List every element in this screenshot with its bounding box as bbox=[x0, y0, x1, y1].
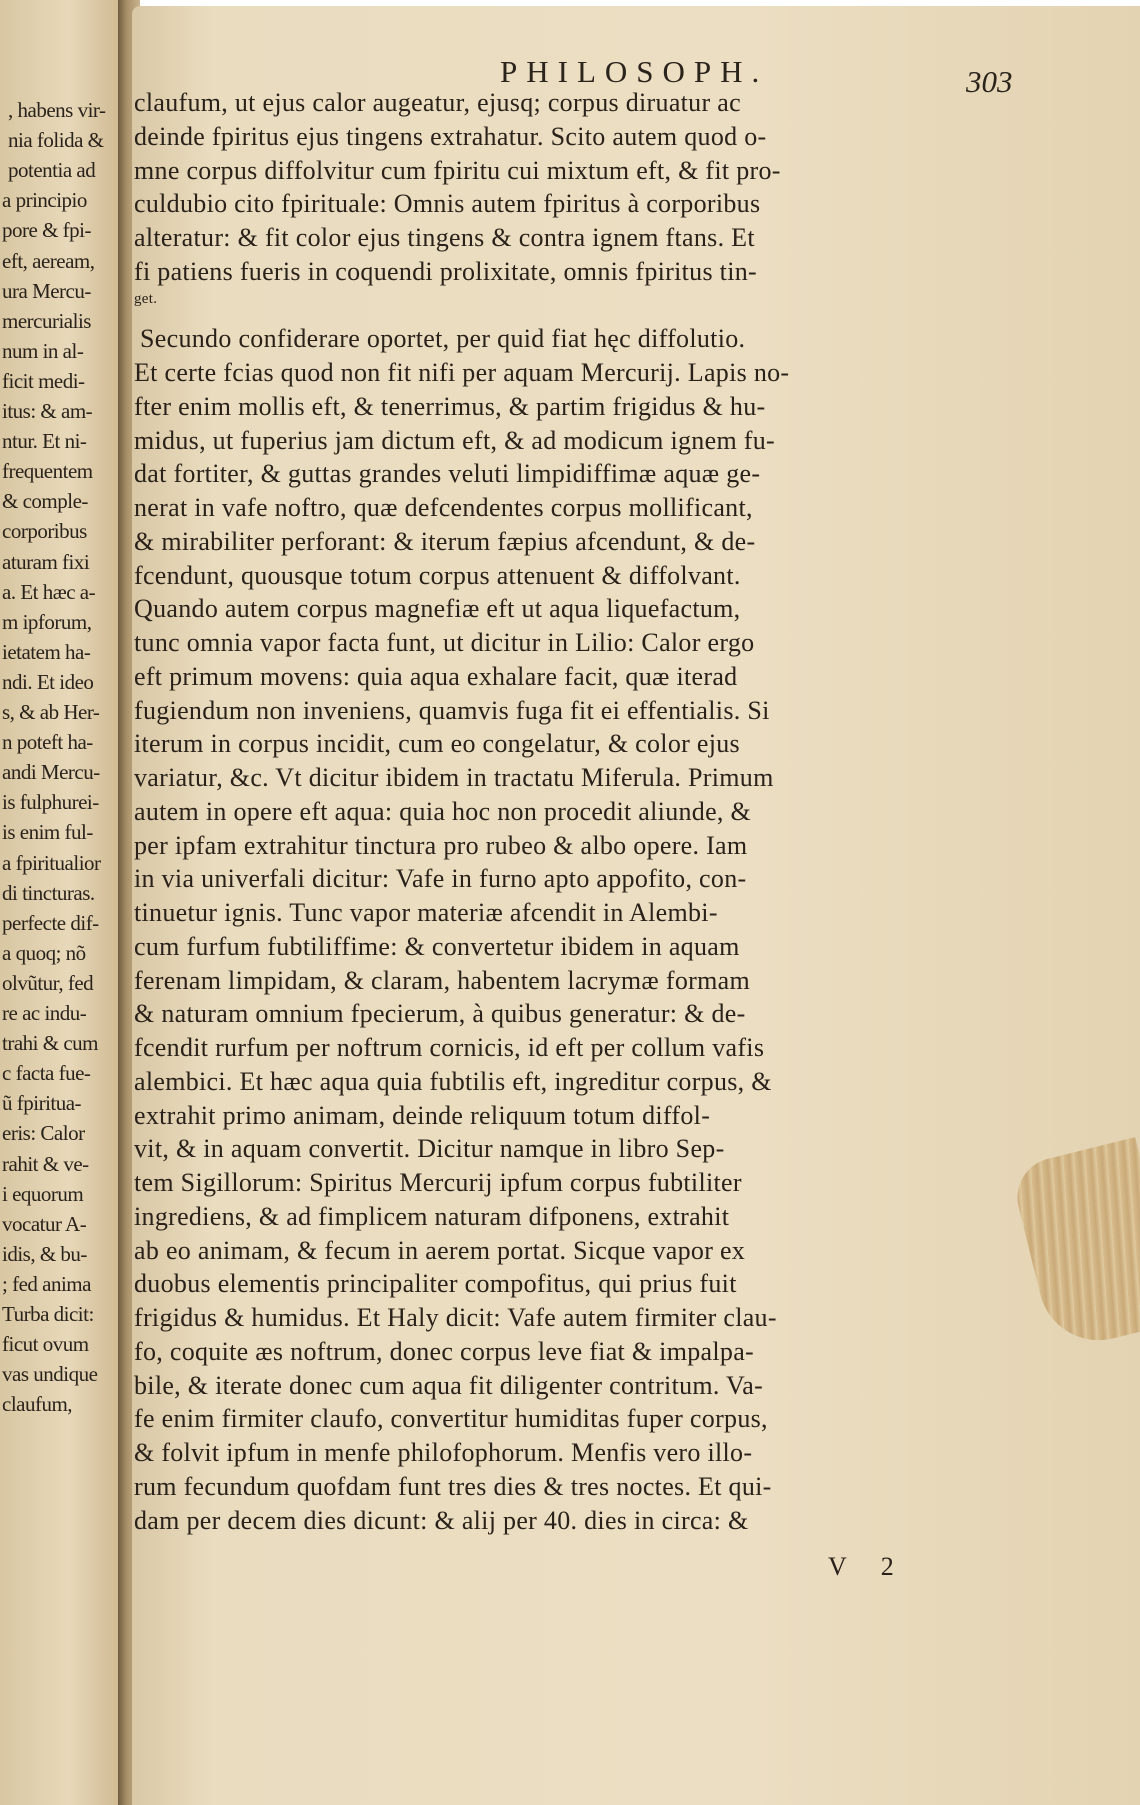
body-line: nerat in vafe noftro, quæ defcendentes corpus mollificant, bbox=[134, 493, 753, 522]
left-page-line: idis, & bu- bbox=[2, 1241, 87, 1266]
body-line: tinuetur ignis. Tunc vapor materiæ afcendit in Alembi- bbox=[134, 898, 718, 927]
left-page-line: di tincturas. bbox=[2, 880, 95, 905]
left-page-line: a principio bbox=[2, 188, 87, 213]
left-page-line: ũ fpiritua- bbox=[2, 1091, 82, 1116]
left-page-line: nia folida & bbox=[8, 128, 104, 153]
left-page-line: aturam fixi bbox=[2, 549, 90, 574]
body-line: get. bbox=[134, 290, 158, 307]
body-line: & folvit ipfum in menfe philofophorum. Menfis vero illo- bbox=[134, 1438, 753, 1467]
left-page-line: ficut ovum bbox=[2, 1332, 89, 1357]
body-line: vit, & in aquam convertit. Dicitur namque in libro Sep- bbox=[134, 1134, 725, 1164]
left-page-line: ietatem ha- bbox=[2, 639, 91, 664]
body-line: dat fortiter, & guttas grandes veluti limpidiffimæ aquæ ge- bbox=[134, 459, 761, 489]
left-page-line: i equorum bbox=[2, 1181, 84, 1206]
body-line: alembici. Et hæc aqua quia fubtilis eft, ingreditur corpus, & bbox=[134, 1066, 772, 1096]
body-line: dam per decem dies dicunt: & alij per 40. dies in circa: & bbox=[134, 1505, 749, 1535]
left-page-line: itus: & am- bbox=[2, 399, 93, 423]
body-line: per ipfam extrahitur tinctura pro rubeo & albo opere. Iam bbox=[134, 830, 748, 860]
body-line: & naturam omnium fpecierum, à quibus generatur: & de- bbox=[134, 999, 746, 1029]
left-page-line: potentia ad bbox=[8, 158, 96, 183]
left-page-line: ntur. Et ni- bbox=[2, 429, 87, 454]
left-page-line: andi Mercu- bbox=[2, 760, 100, 785]
left-page-line: c facta fue- bbox=[2, 1061, 91, 1086]
body-line: iterum in corpus incidit, cum eo congelatur, & color ejus bbox=[134, 729, 740, 759]
body-line: ab eo animam, & fecum in aerem portat. Sicque vapor ex bbox=[134, 1235, 746, 1265]
body-line: tem Sigillorum: Spiritus Mercurij ipfum corpus fubtiliter bbox=[134, 1168, 742, 1197]
body-line: in via univerfali dicitur: Vafe in furno apto appofito, con- bbox=[134, 864, 747, 894]
body-line: mne corpus diffolvitur cum fpiritu cui mixtum eft, & fit pro- bbox=[134, 155, 781, 185]
body-line: fter enim mollis eft, & tenerrimus, & partim frigidus & hu- bbox=[134, 391, 766, 421]
left-page-line: & comple- bbox=[2, 489, 88, 514]
left-page-line: frequentem bbox=[2, 459, 93, 484]
left-page-line: a. Et hæc a- bbox=[2, 579, 96, 604]
left-page-line: claufum, bbox=[2, 1392, 73, 1417]
body-line: Secundo confiderare oportet, per quid fiat hęc diffolutio. bbox=[140, 324, 746, 354]
page-number: 303 bbox=[966, 64, 1013, 99]
signature-mark: V 2 bbox=[828, 1552, 908, 1581]
left-page-line: Turba dicit: bbox=[2, 1302, 94, 1326]
left-page-line: a fpiritualior bbox=[2, 850, 101, 875]
left-page-line: eris: Calor bbox=[2, 1121, 85, 1146]
left-page-line: is enim ful- bbox=[2, 820, 93, 845]
body-line: bile, & iterate donec cum aqua fit diligenter contritum. Va- bbox=[134, 1370, 764, 1400]
body-line: ingrediens, & ad fimplicem naturam difponens, extrahit bbox=[134, 1201, 730, 1231]
left-page-line: eft, aeream, bbox=[2, 248, 95, 273]
left-page-line: ura Mercu- bbox=[2, 278, 91, 303]
running-head: PHILOSOPH. bbox=[500, 54, 769, 89]
left-page-line: s, & ab Her- bbox=[2, 700, 100, 724]
body-line: cum furfum fubtiliffime: & convertetur ibidem in aquam bbox=[134, 931, 740, 961]
body-line: fugiendum non inveniens, quamvis fuga fit ei effentialis. Si bbox=[134, 695, 770, 725]
left-page-line: rahit & ve- bbox=[2, 1151, 89, 1176]
body-line: rum fecundum quofdam funt tres dies & tres noctes. Et qui- bbox=[134, 1471, 772, 1501]
left-page-line: vocatur A- bbox=[2, 1211, 87, 1236]
left-page-fragment bbox=[0, 0, 125, 1805]
left-page-line: olvũtur, fed bbox=[2, 970, 94, 995]
left-page-line: m ipforum, bbox=[2, 609, 92, 634]
left-page-line: n poteft ha- bbox=[2, 730, 93, 755]
left-page-line: vas undique bbox=[2, 1362, 98, 1387]
left-page-line: is fulphurei- bbox=[2, 790, 99, 815]
left-page-line: a quoq; nõ bbox=[2, 940, 86, 965]
left-page-line: trahi & cum bbox=[2, 1031, 98, 1056]
body-line: deinde fpiritus ejus tingens extrahatur. Scito autem quod o- bbox=[134, 121, 767, 151]
left-page-line: corporibus bbox=[2, 519, 87, 544]
left-page-line: ndi. Et ideo bbox=[2, 669, 94, 694]
body-line: Quando autem corpus magnefiæ eft ut aqua liquefactum, bbox=[134, 594, 741, 624]
body-line: claufum, ut ejus calor augeatur, ejusq; corpus diruatur ac bbox=[134, 88, 741, 117]
right-page bbox=[132, 6, 1140, 1805]
body-line: variatur, &c. Vt dicitur ibidem in tractatu Miferula. Primum bbox=[134, 763, 774, 792]
left-page-line: re ac indu- bbox=[2, 1001, 87, 1025]
left-page-line: , habens vir- bbox=[8, 98, 106, 122]
left-page-line: pore & fpi- bbox=[2, 218, 91, 243]
body-line: fcendunt, quousque totum corpus attenuent & diffolvant. bbox=[134, 560, 741, 590]
left-page-line: perfecte dif- bbox=[2, 910, 99, 935]
body-line: culdubio cito fpirituale: Omnis autem fpiritus à corporibus bbox=[134, 189, 761, 219]
body-line: fi patiens fueris in coquendi prolixitate, omnis fpiritus tin- bbox=[134, 256, 757, 286]
body-line: ferenam limpidam, & claram, habentem lacrymæ formam bbox=[134, 965, 750, 995]
left-page-line: ; fed anima bbox=[2, 1271, 91, 1296]
body-line: duobus elementis principaliter compofitus, qui prius fuit bbox=[134, 1269, 737, 1299]
body-line: autem in opere eft aqua: quia hoc non procedit aliunde, & bbox=[134, 796, 752, 826]
body-line: fe enim firmiter claufo, convertitur humiditas fuper corpus, bbox=[134, 1404, 768, 1434]
body-line: frigidus & humidus. Et Haly dicit: Vafe autem firmiter clau- bbox=[134, 1303, 777, 1332]
body-line: fo, coquite æs noftrum, donec corpus leve fiat & impalpa- bbox=[134, 1336, 754, 1366]
body-line: midus, ut fuperius jam dictum eft, & ad modicum ignem fu- bbox=[134, 425, 775, 455]
left-page-line: num in al- bbox=[2, 338, 84, 363]
body-line: fcendit rurfum per noftrum cornicis, id eft per collum vafis bbox=[134, 1033, 765, 1062]
body-line: alteratur: & fit color ejus tingens & contra ignem ftans. Et bbox=[134, 223, 755, 252]
left-page-line: mercurialis bbox=[2, 308, 91, 333]
body-line: tunc omnia vapor facta funt, ut dicitur in Lilio: Calor ergo bbox=[134, 628, 755, 657]
body-line: & mirabiliter perforant: & iterum fæpius afcendunt, & de- bbox=[134, 526, 756, 556]
body-line: extrahit primo animam, deinde reliquum totum diffol- bbox=[134, 1100, 711, 1130]
body-line: eft primum movens: quia aqua exhalare facit, quæ iterad bbox=[134, 661, 738, 691]
body-line: Et certe fcias quod non fit nifi per aquam Mercurij. Lapis no- bbox=[134, 358, 790, 387]
left-page-line: ficit medi- bbox=[2, 368, 85, 393]
